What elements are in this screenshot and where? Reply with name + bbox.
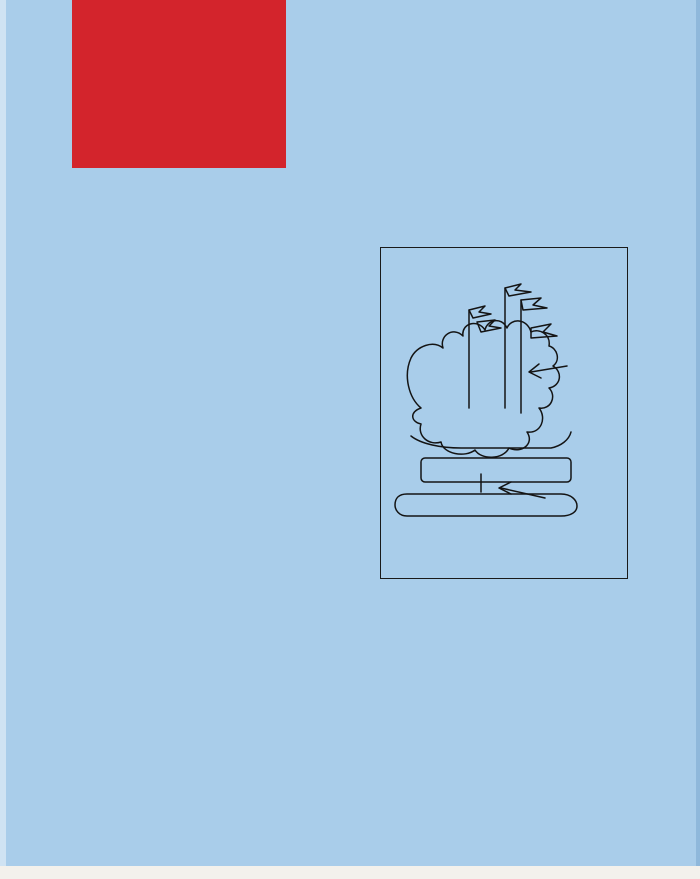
ship-assembly-diagram	[380, 247, 628, 579]
article-column-right	[378, 600, 656, 618]
flag-shape	[521, 298, 547, 310]
page-bottom-edge	[0, 866, 700, 879]
publisher-logo	[72, 0, 286, 168]
hull-line	[411, 432, 571, 448]
ship-drawing	[381, 248, 629, 580]
flag-shape	[505, 284, 531, 296]
sails-outline	[407, 321, 559, 458]
cardboard-stand	[395, 494, 577, 516]
flag-shape	[469, 306, 491, 318]
ship-base-block	[421, 458, 571, 482]
